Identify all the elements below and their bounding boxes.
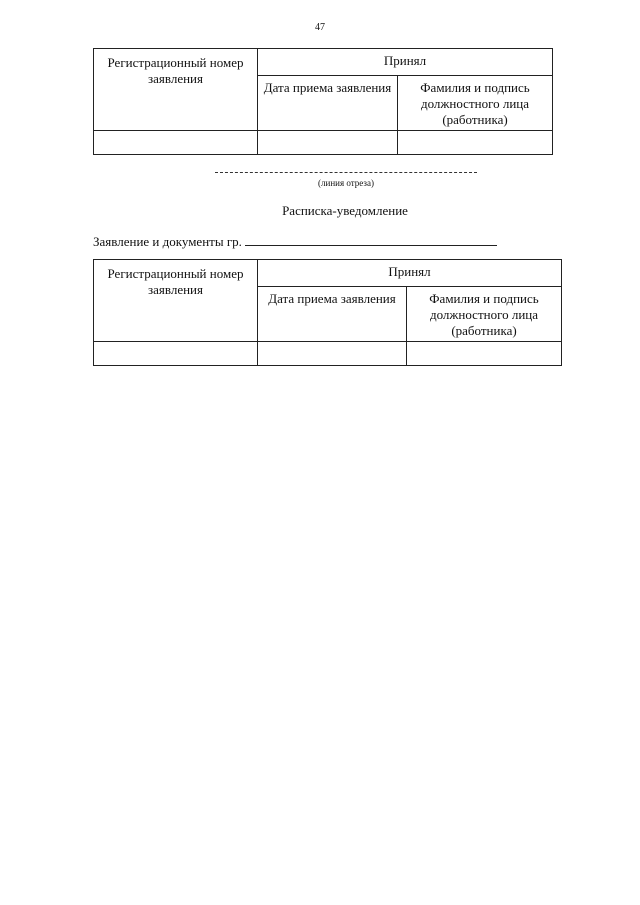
page-number: 47	[315, 22, 325, 33]
registration-number-header: Регистрационный номер заявления	[94, 260, 258, 342]
acceptance-date-cell[interactable]	[258, 131, 398, 155]
cut-line-caption: (линия отреза)	[318, 178, 374, 188]
acceptance-date-cell[interactable]	[258, 342, 407, 366]
registration-number-header: Регистрационный номер заявления	[94, 49, 258, 131]
cut-line	[215, 172, 477, 173]
official-signature-cell[interactable]	[398, 131, 553, 155]
acceptance-date-header: Дата приема заявления	[258, 76, 398, 131]
registration-table-top	[93, 48, 553, 155]
registration-number-cell[interactable]	[94, 131, 258, 155]
official-signature-header: Фамилия и подпись должностного лица (работника)	[407, 287, 562, 342]
official-signature-header: Фамилия и подпись должностного лица (работника)	[398, 76, 553, 131]
table-row	[94, 342, 562, 366]
applicant-label: Заявление и документы гр.	[93, 234, 242, 249]
registration-table-receipt	[93, 259, 562, 366]
applicant-line	[93, 234, 497, 250]
official-signature-cell[interactable]	[407, 342, 562, 366]
applicant-name-field[interactable]	[245, 235, 497, 246]
registration-number-cell[interactable]	[94, 342, 258, 366]
accepted-header: Принял	[258, 260, 562, 287]
accepted-header: Принял	[258, 49, 553, 76]
table-row	[94, 131, 553, 155]
acceptance-date-header: Дата приема заявления	[258, 287, 407, 342]
receipt-title: Расписка-уведомление	[282, 203, 408, 218]
